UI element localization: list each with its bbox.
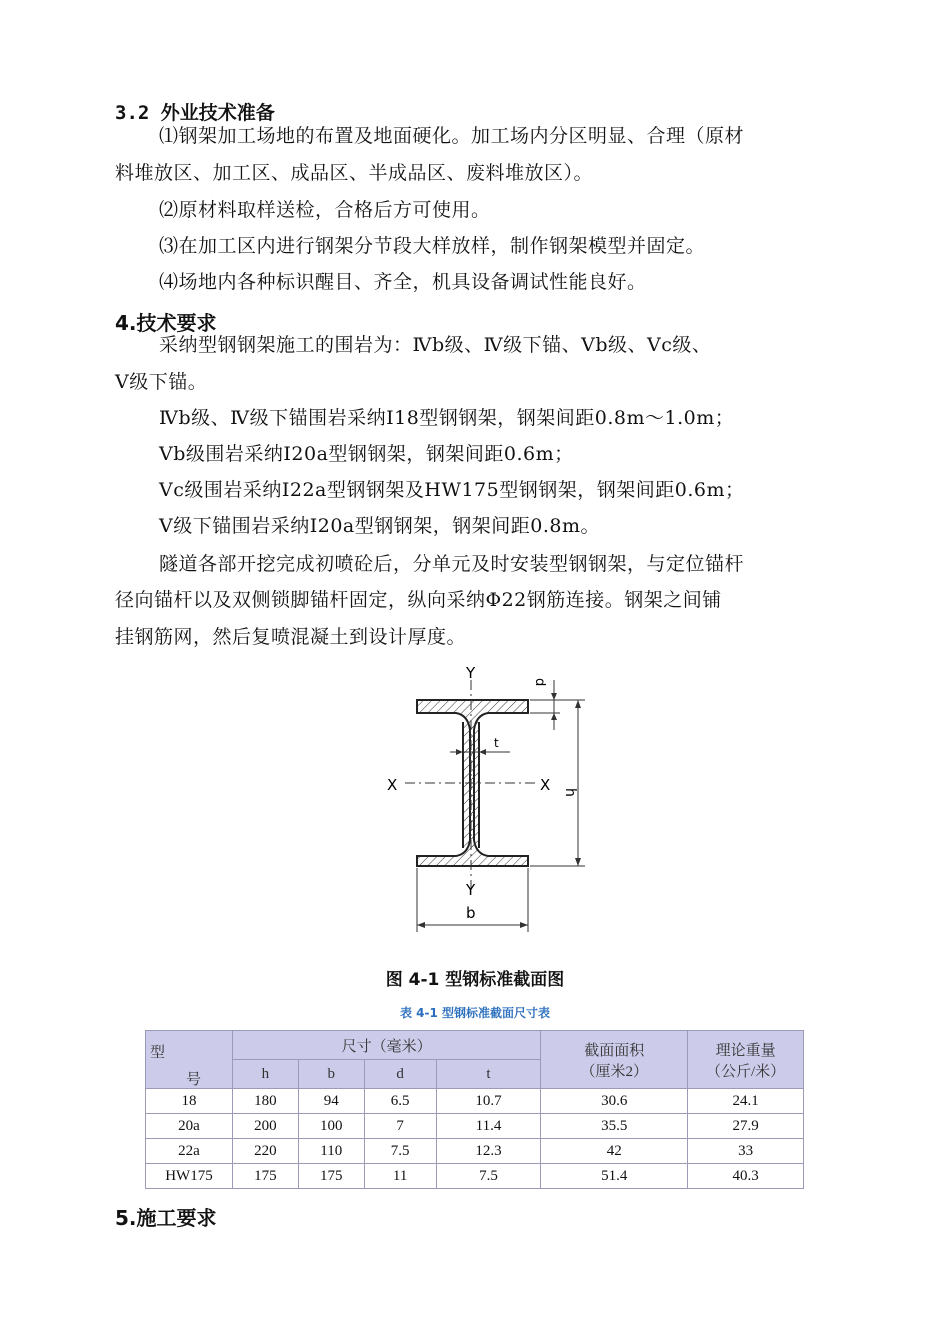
section-heading-5: 5.施工要求 — [115, 1206, 217, 1230]
label-y-bottom: Y — [466, 881, 476, 899]
paragraph-line: 隧道各部开挖完成初喷砼后，分单元及时安装型钢钢架，与定位锚杆 — [159, 553, 745, 575]
table-row: 20a 200 100 7 11.4 35.5 27.9 — [146, 1114, 804, 1139]
header-weight: 理论重量 （公斤/米） — [688, 1031, 804, 1089]
header-area: 截面面积 （厘米2） — [541, 1031, 688, 1089]
table-row: 22a 220 110 7.5 12.3 42 33 — [146, 1139, 804, 1164]
label-x-right: X — [540, 776, 551, 794]
label-y-top: Y — [466, 664, 476, 682]
header-d: d — [364, 1060, 436, 1089]
header-b: b — [298, 1060, 364, 1089]
figure-caption: 图 4-1 型钢标准截面图 — [385, 970, 565, 990]
label-d: d — [532, 678, 547, 687]
paragraph-line: ⑴钢架加工场地的布置及地面硬化。加工场内分区明显、合理（原材 — [159, 125, 745, 147]
header-t: t — [436, 1060, 541, 1089]
label-b: b — [466, 904, 476, 922]
paragraph-line: Ⅳb级、Ⅳ级下锚围岩采纳I18型钢钢架，钢架间距0.8m～1.0m； — [159, 407, 735, 429]
header-size: 尺寸（毫米） — [232, 1031, 541, 1060]
ibeam-section-figure — [370, 660, 600, 940]
label-h: h — [562, 788, 578, 797]
paragraph-line: Ⅴ级下锚。 — [115, 371, 208, 393]
paragraph-line: 料堆放区、加工区、成品区、半成品区、废料堆放区）。 — [115, 162, 594, 184]
section-heading-3-2: 3.2 外业技术准备 — [115, 102, 275, 124]
table-header-row — [146, 1031, 804, 1060]
paragraph-line: 挂钢筋网，然后复喷混凝土到设计厚度。 — [115, 626, 467, 648]
label-x-left: X — [387, 776, 398, 794]
paragraph-line: Ⅴb级围岩采纳I20a型钢钢架，钢架间距0.6m； — [159, 443, 574, 465]
paragraph-line: ⑵原材料取样送检，合格后方可使用。 — [159, 199, 491, 221]
section-heading-4: 4.技术要求 — [115, 311, 217, 335]
paragraph-line: Ⅴ级下锚围岩采纳I20a型钢钢架，钢架间距0.8m。 — [159, 515, 600, 537]
paragraph-line: ⑷场地内各种标识醒目、齐全，机具设备调试性能良好。 — [159, 271, 647, 293]
table-caption: 表 4-1 型钢标准截面尺寸表 — [399, 1006, 551, 1020]
paragraph-line: ⑶在加工区内进行钢架分节段大样放样，制作钢架模型并固定。 — [159, 235, 706, 257]
header-h: h — [232, 1060, 298, 1089]
section-size-table — [145, 1030, 804, 1189]
paragraph-line: Ⅴc级围岩采纳I22a型钢钢架及HW175型钢钢架，钢架间距0.6m； — [159, 479, 745, 501]
paragraph-line: 径向锚杆以及双侧锁脚锚杆固定，纵向采纳Φ22钢筋连接。钢架之间铺 — [115, 589, 722, 611]
header-type: 型 号 — [146, 1031, 233, 1089]
label-t: t — [494, 736, 499, 750]
table-row: HW175 175 175 11 7.5 51.4 40.3 — [146, 1164, 804, 1189]
paragraph-line: 采纳型钢钢架施工的围岩为：Ⅳb级、Ⅳ级下锚、Ⅴb级、Ⅴc级、 — [159, 334, 712, 356]
table-row: 18 180 94 6.5 10.7 30.6 24.1 — [146, 1089, 804, 1114]
